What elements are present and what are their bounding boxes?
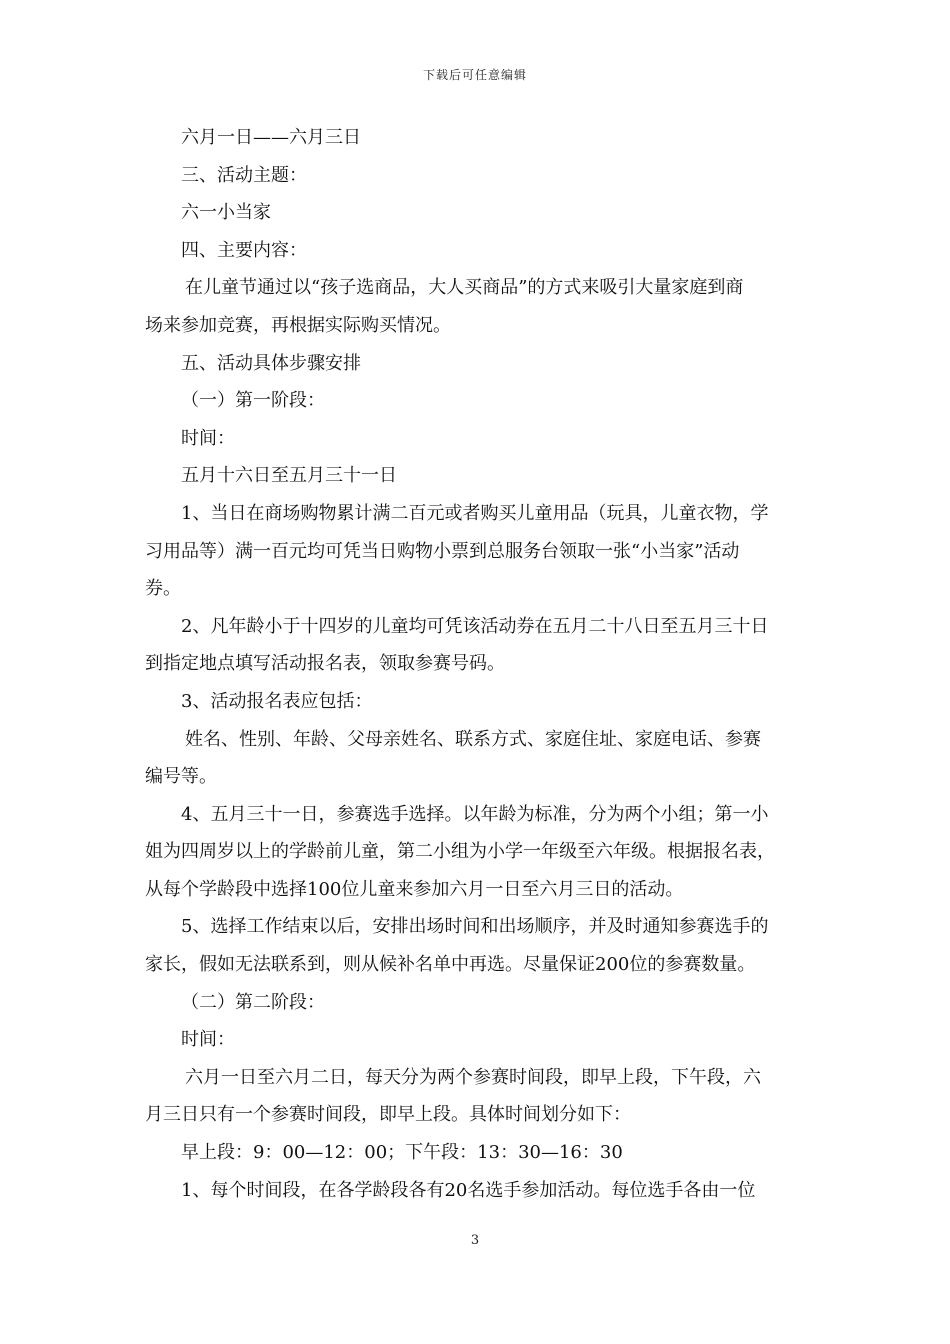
text-line: 3、活动报名表应包括： [181,690,373,712]
text-line: 早上段：9：00—12：00；下午段：13：30—16：30 [181,1142,623,1164]
text-line: 习用品等）满一百元均可凭当日购物小票到总服务台领取一张“小当家”活动 [145,540,740,562]
text-line: 在儿童节通过以“孩子选商品，大人买商品”的方式来吸引大量家庭到商 [185,277,744,299]
text-line: 从每个学龄段中选择100位儿童来参加六月一日至六月三日的活动。 [145,878,684,900]
text-line: 五月十六日至五月三十一日 [181,465,397,487]
text-line: 4、五月三十一日，参赛选手选择。以年龄为标准，分为两个小组；第一小 [181,803,769,825]
text-line: 姓名、性别、年龄、父母亲姓名、联系方式、家庭住址、家庭电话、参赛 [185,728,761,750]
text-line: 券。 [145,578,181,600]
text-line: （一）第一阶段： [181,390,325,412]
text-line: 姐为四周岁以上的学龄前儿童，第二小组为小学一年级至六年级。根据报名表， [145,841,775,863]
text-line: 六一小当家 [181,202,271,224]
text-line: 1、当日在商场购物累计满二百元或者购买儿童用品（玩具，儿童衣物，学 [181,502,769,524]
text-line: 时间： [181,427,235,449]
text-line: 四、主要内容： [181,239,307,261]
page-header: 下载后可任意编辑 [422,68,527,82]
text-line: 五、活动具体步骤安排 [181,352,361,374]
text-line: 六月一日——六月三日 [181,127,361,148]
text-line: 2、凡年龄小于十四岁的儿童均可凭该活动券在五月二十八日至五月三十日 [181,615,769,637]
text-line: 5、选择工作结束以后，安排出场时间和出场顺序，并及时通知参赛选手的 [181,916,769,938]
text-line: 三、活动主题： [181,164,307,186]
text-line: 到指定地点填写活动报名表，领取参赛号码。 [145,653,505,675]
text-line: 家长，假如无法联系到，则从候补名单中再选。尽量保证200位的参赛数量。 [145,954,756,976]
page-number: 3 [470,1233,480,1248]
text-line: 场来参加竞赛，再根据实际购买情况。 [145,314,451,336]
text-line: （二）第二阶段： [181,991,325,1013]
text-line: 六月一日至六月二日，每天分为两个参赛时间段，即早上段，下午段，六 [185,1066,761,1088]
text-line: 1、每个时间段，在各学龄段各有20名选手参加活动。每位选手各由一位 [181,1179,756,1201]
document-body [145,119,810,1209]
text-line: 月三日只有一个参赛时间段，即早上段。具体时间划分如下： [145,1104,631,1126]
text-line: 时间： [181,1029,235,1051]
text-line: 编号等。 [145,766,217,788]
